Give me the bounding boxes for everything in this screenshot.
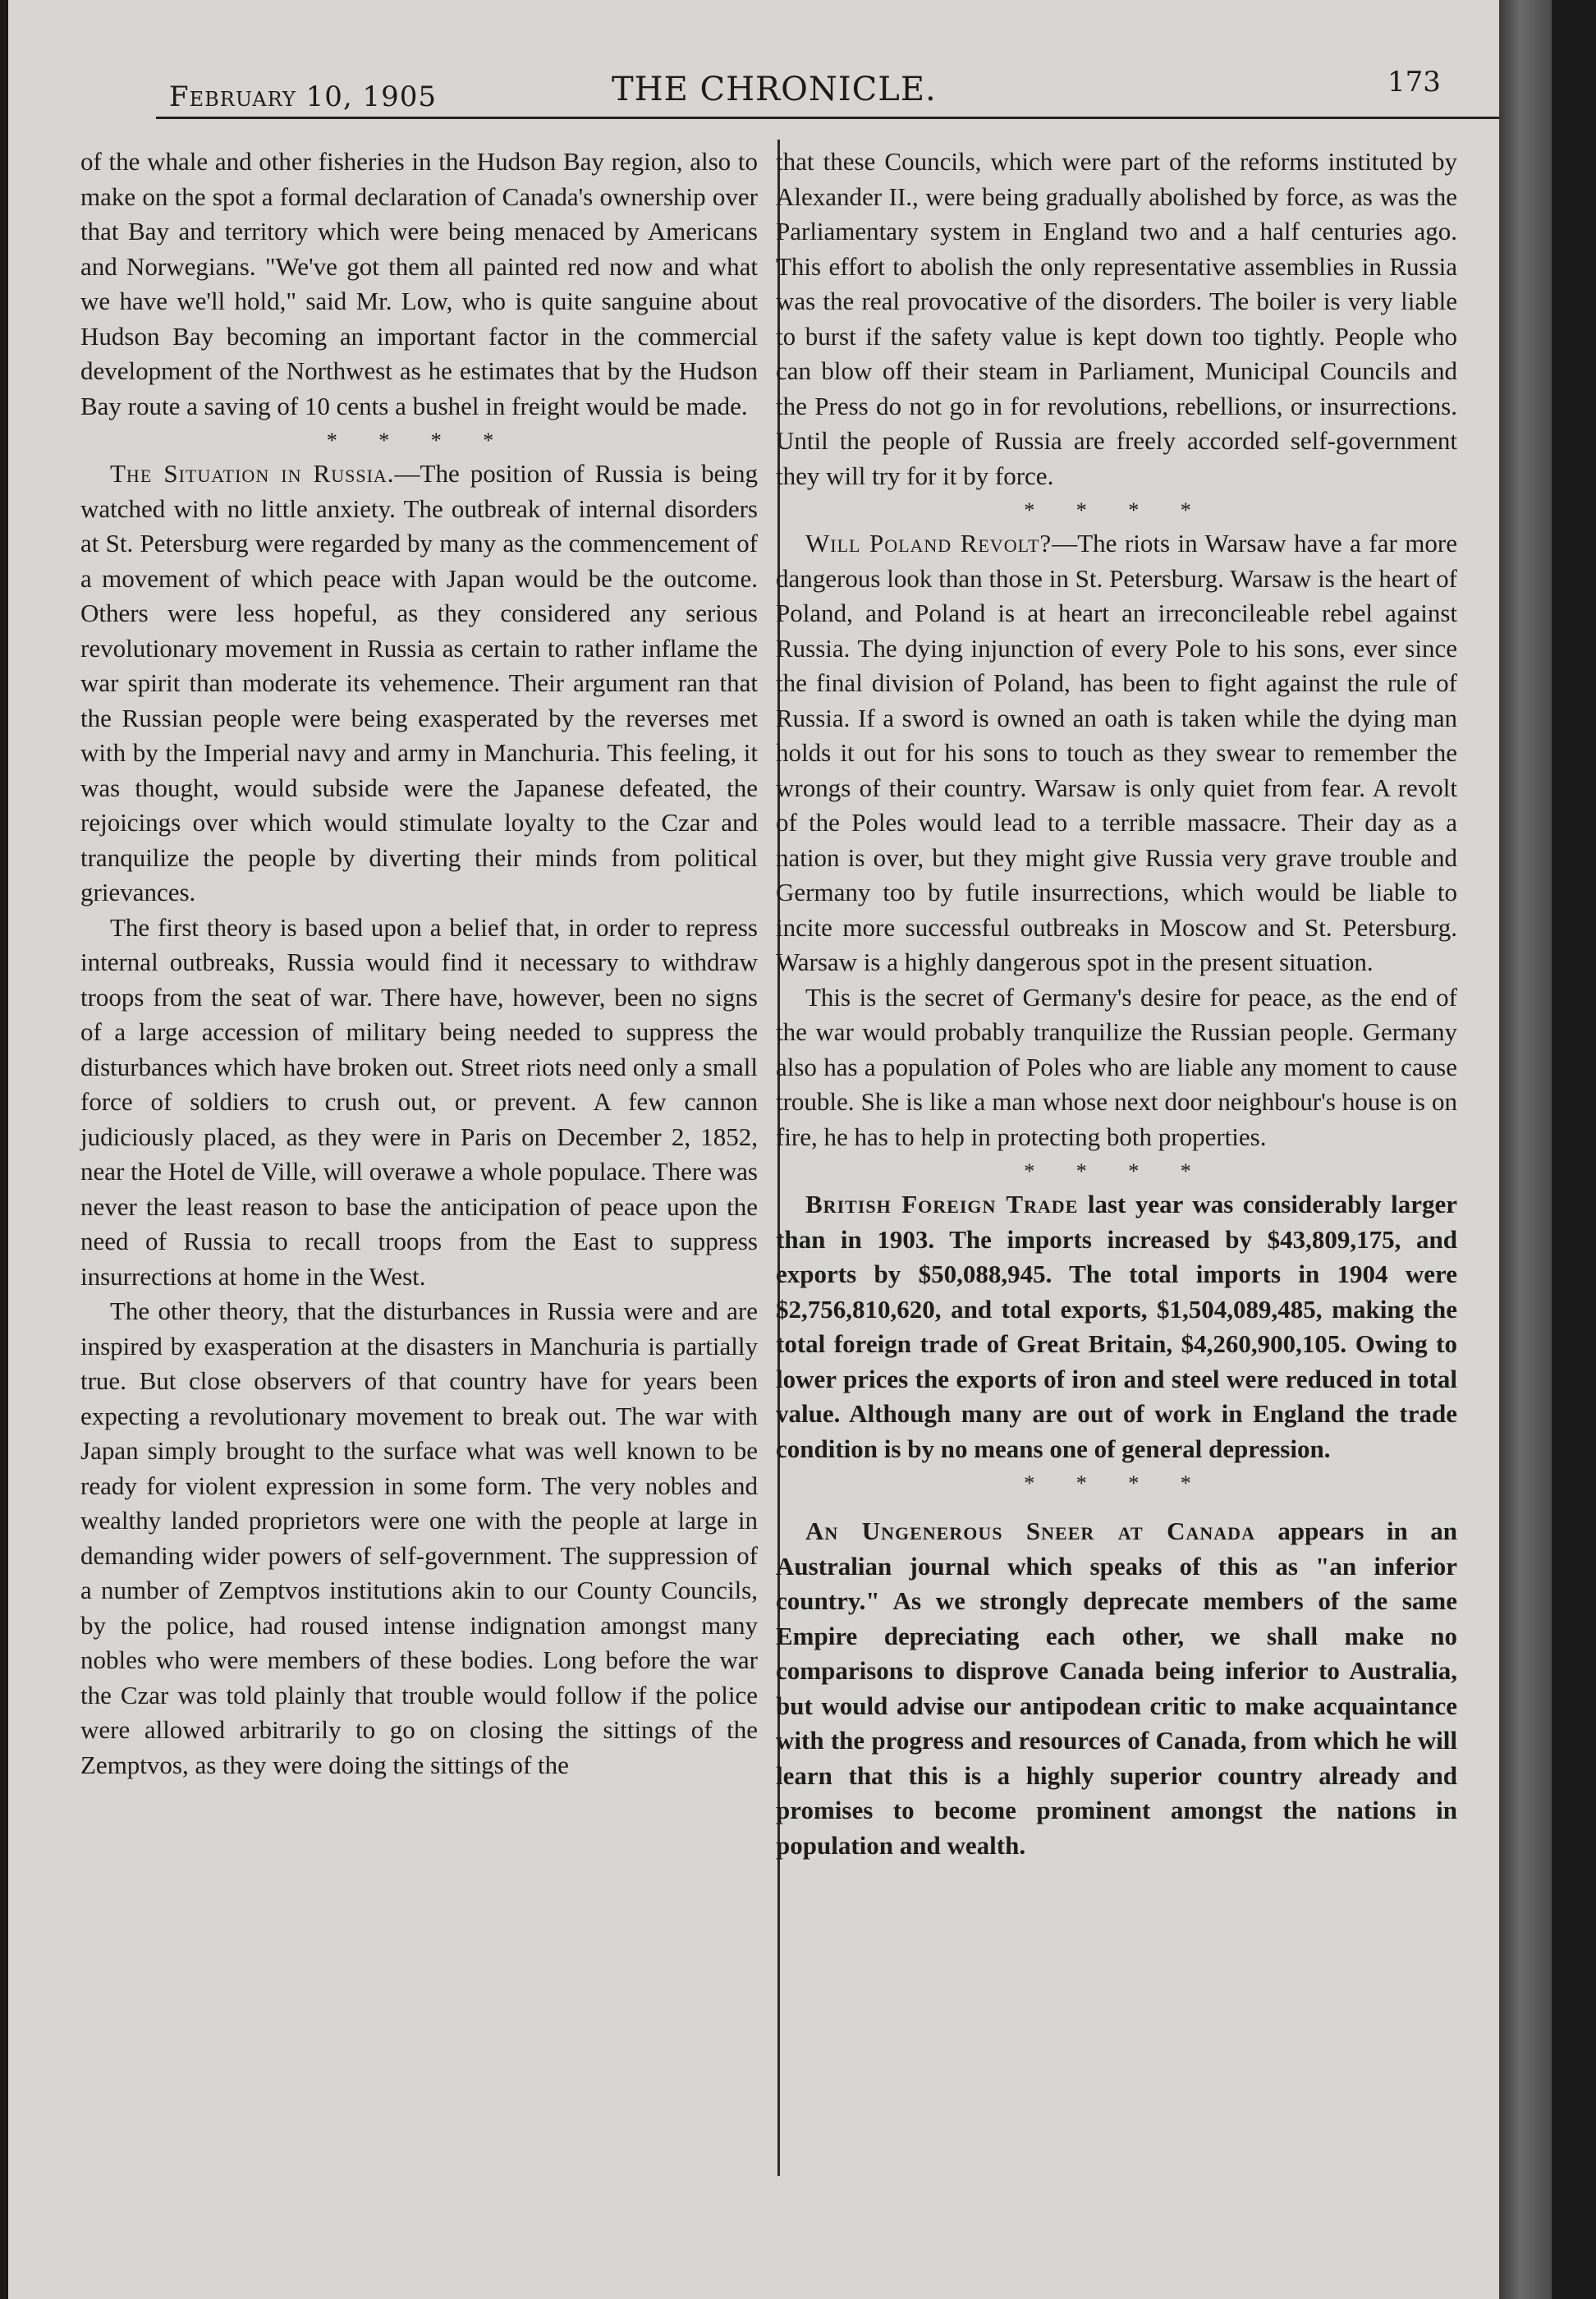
paragraph-other-theory: The other theory, that the disturbances in Russia were and are inspired by exasperation at the disasters in Manchuria is partially true. But close observers of that country have for years been expecting a revolutionary movement to break out. The war with Japan simply brought to the surface what was well known to be ready for violent expression in some form. The very nobles and wealthy landed proprietors were one with the people at large in demanding wider powers of self-government. The suppression of a number of Zemptvos institutions akin to our County Councils, by the police, had roused intense indignation amongst many nobles who were members of these bodies. Long before the war the Czar was told plainly that trouble would follow if the police were allowed arbitrarily to go on closing the sittings of the Zemptvos, as they were doing the sittings of the: [80, 1296, 758, 1779]
header-date: February 10, 1905: [169, 80, 438, 113]
section-separator: * * * *: [1024, 1471, 1209, 1495]
section-heading-poland-revolt: Will Poland Revolt?: [805, 529, 1053, 558]
section-body-british-trade: last year was considerably larger than in 1903. The imports increased by $43,809,175, and exports by $50,088,945. The total imports in 1904 were $2,756,810,620, and total exports, $1,504,089,485, making the total foreign trade of Great Britain, $4,260,900,105. Owing to lower prices the exports of iron and steel were reduced in total value. Although many are out of work in England the trade condition is by no means one of general depression.: [776, 1190, 1457, 1463]
right-column: [776, 145, 1457, 1863]
section-separator: * * * *: [326, 429, 512, 452]
paragraph-hudson-bay: of the whale and other fisheries in the Hudson Bay region, also to make on the spot a formal declaration of Canada's ownership over that Bay and territory which were being menaced by Americans and Norwegians. "We've got them all painted red now and what we have we'll hold," said Mr. Low, who is quite sanguine about Hudson Bay becoming an important factor in the commercial development of the Northwest as he estimates that by the Hudson Bay route a saving of 10 cents a bushel in freight would be made.: [80, 147, 758, 420]
section-body-poland-revolt: —The riots in Warsaw have a far more dangerous look than those in St. Petersburg. Warsaw is the heart of Poland, and Poland is at heart an irreconcileable rebel against Russia. The dying injunction of every Pole to his sons, ever since the final division of Poland, has been to fight against the rule of Russia. If a sword is owned an oath is taken while the dying man holds it out for his sons to touch as they swear to remember the wrongs of their country. Warsaw is only quiet from fear. A revolt of the Poles would lead to a terrible massacre. Their day as a nation is over, but they might give Russia very grave trouble and Germany too by futile insurrections, which would be liable to incite more successful outbreaks in Moscow and St. Petersburg. Warsaw is a highly dangerous spot in the present situation.: [776, 529, 1458, 976]
paragraph-british-trade: [776, 1187, 1457, 1466]
paragraph-councils: that these Councils, which were part of the reforms instituted by Alexander II., were being gradually abolished by force, as was the Parliamentary system in England two and a half centuries ago. This effort to abolish the only representative assemblies in Russia was the real provocative of the disorders. The boiler is very liable to burst if the safety value is kept down too tightly. People who can blow off their steam in Parliament, Municipal Councils and the Press do not go in for revolutions, rebellions, or insurrections. Until the people of Russia are freely accorded self-government they will try for it by force.: [776, 147, 1457, 490]
section-heading-ungenerous-sneer: An Ungenerous Sneer at Canada: [805, 1517, 1255, 1545]
left-column: [80, 145, 758, 1783]
page-number: 173: [1387, 66, 1441, 99]
spacer: [776, 1499, 1457, 1514]
paragraph-germany-peace: This is the secret of Germany's desire for peace, as the end of the war would probably tranquilize the Russian people. Germany also has a population of Poles who are liable any moment to cause trouble. She is like a man whose next door neighbour's house is on fire, he has to help in protecting both properties.: [776, 982, 1457, 1151]
page-header: [8, 66, 1552, 123]
paragraph-ungenerous-sneer: [776, 1514, 1457, 1863]
scanned-page: [8, 0, 1552, 2299]
paragraph-poland-revolt: [776, 526, 1457, 980]
section-heading-british-trade: British Foreign Trade: [805, 1190, 1079, 1218]
section-heading-situation-in-russia: The Situation in Russia.: [110, 459, 395, 488]
section-body-situation-in-russia: —The position of Russia is being watched with no little anxiety. The outbreak of internal disorders at St. Petersburg were regarded by many as the commencement of a movement of which peace with Japan would be the outcome. Others were less hopeful, as they considered any serious revolutionary movement in Russia as certain to rather inflame the war spirit than moderate its vehemence. Their argument ran that the Russian people were being exasperated by the reverses met with by the Imperial navy and army in Manchuria. This feeling, it was thought, would subside were the Japanese defeated, the rejoicings over which would stimulate loyalty to the Czar and tranquilize the people by diverting their minds from political grievances.: [80, 459, 758, 906]
binding-edge: [1499, 0, 1552, 2299]
section-separator: * * * *: [1024, 1159, 1209, 1183]
paragraph-situation-in-russia: [80, 457, 758, 911]
section-separator: * * * *: [1024, 498, 1209, 522]
paragraph-first-theory: The first theory is based upon a belief that, in order to repress internal outbreaks, Russia would find it necessary to withdraw troops from the seat of war. There have, however, been no signs of a large accession of military being needed to suppress the disturbances which have broken out. Street riots need only a small force of soldiers to crush out, or prevent. A few cannon judiciously placed, as they were in Paris on December 2, 1852, near the Hotel de Ville, will overawe a whole populace. There was never the least reason to base the anticipation of peace upon the need of Russia to recall troops from the East to suppress insurrections at home in the West.: [80, 912, 758, 1291]
section-body-ungenerous-sneer: appears in an Australian journal which speaks of this as "an inferior country." As we strongly deprecate members of the same Empire depreciating each other, we shall make no comparisons to disprove Canada being inferior to Australia, but would advise our antipodean critic to make acquaintance with the progress and resources of Canada, from which he will learn that this is a highly superior country already and promises to become prominent amongst the nations in population and wealth.: [776, 1517, 1457, 1860]
header-rule: [156, 117, 1502, 119]
header-title: THE CHRONICLE.: [612, 71, 937, 108]
